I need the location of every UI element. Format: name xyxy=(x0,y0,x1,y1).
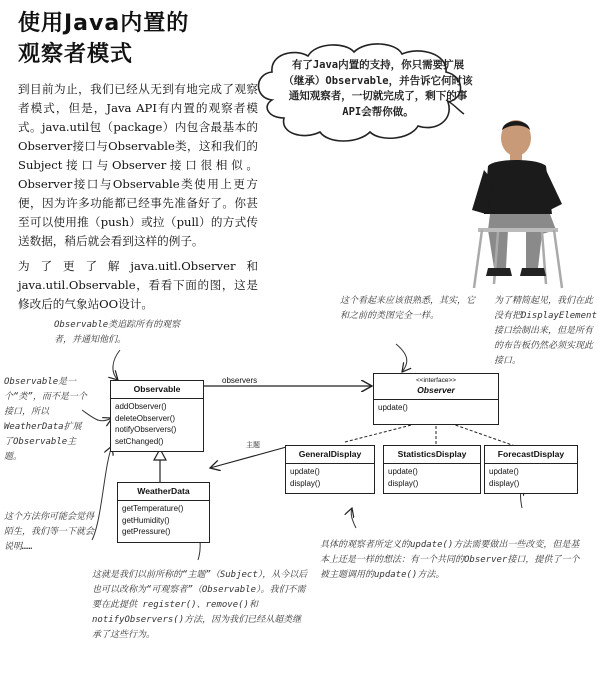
note-method-explained: 这个方法你可能会觉得陌生，我们等一下就会说明…… xyxy=(4,512,95,552)
intro-paragraph: 到目前为止，我们已经从无到有地完成了观察者模式，但是，Java API有内置的观察者模式。java.util包（package）内包含最基本的Observer接口与Observable类，这和我们的Subject接口与Observer接口很相似。Observer接口与Observable类使用上更方便，因为许多功能都已经事先准备好了。你甚至可以使用推（push）或拉（pull）的方式传送数据，稍后就会看到这样的例子。 xyxy=(18,82,258,248)
note-same-as-before: 这个看起来应该很熟悉，其实，它和之前的类图完全一样。 xyxy=(340,296,476,321)
observer-interface-name: Observer xyxy=(417,385,455,395)
note-displayelement: 为了精简起见，我们在此没有把DisplayElement接口绘制出来，但是所有的布告板仍然必须实现此接口。 xyxy=(494,296,597,366)
forecastdisplay-class-box xyxy=(484,445,578,494)
note-update-method: 具体的观察者所定义的update()方法需要做出一些改变，但是基本上还是一样的想法：有一个共同的Observer接口，提供了一个被主题调用的update()方法。 xyxy=(320,540,580,580)
diagram-intro-paragraph: 为了更了解java.uitl.Observer和java.util.Observable，看看下面的图，这是修改后的气象站OO设计。 xyxy=(18,259,258,311)
observable-methods xyxy=(111,399,203,451)
method-item: update() xyxy=(290,467,320,476)
observer-interface-box xyxy=(373,373,499,425)
observable-class-box xyxy=(110,380,204,452)
statisticsdisplay-class-box xyxy=(383,445,481,494)
observer-methods xyxy=(374,400,498,424)
statisticsdisplay-methods xyxy=(384,464,480,493)
speech-bubble-text: 有了Java内置的支持，你只需要扩展（继承）Observable，并告诉它何时该通知观察者，一切就完成了，剩下的事API会帮你做。 xyxy=(283,59,473,118)
method-item: setChanged() xyxy=(115,436,164,446)
note-observable-is-class: Observable是一个“类”，而不是一个接口，所以WeatherData扩展了Observable主题。 xyxy=(4,377,87,462)
method-item: display() xyxy=(489,478,520,488)
observers-association-label: observers xyxy=(222,376,258,385)
method-item: update() xyxy=(378,403,408,412)
weatherdata-class-box xyxy=(117,482,210,543)
weatherdata-class-name: WeatherData xyxy=(118,483,209,501)
forecastdisplay-class-name: ForecastDisplay xyxy=(485,446,577,464)
method-item: getPressure() xyxy=(122,527,171,536)
method-item: update() xyxy=(388,467,418,476)
method-item: getHumidity() xyxy=(122,515,170,525)
method-item: display() xyxy=(290,478,321,488)
generaldisplay-class-name: GeneralDisplay xyxy=(286,446,374,464)
subject-association-label: 主题 xyxy=(246,441,260,449)
method-item: deleteObserver() xyxy=(115,413,176,423)
weatherdata-methods xyxy=(118,501,209,542)
forecastdisplay-methods xyxy=(485,464,577,493)
method-item: display() xyxy=(388,478,419,488)
observer-interface-header xyxy=(374,374,498,400)
title-line-2: 观察者模式 xyxy=(18,42,134,67)
title-line-1: 使用Java内置的 xyxy=(18,11,190,36)
interface-stereotype: <<interface>> xyxy=(415,377,457,384)
note-observable-tracks: Observable类追踪所有的观察者，并通知他们。 xyxy=(54,320,181,345)
method-item: notifyObservers() xyxy=(115,425,177,434)
statisticsdisplay-class-name: StatisticsDisplay xyxy=(384,446,480,464)
method-item: addObserver() xyxy=(115,402,167,411)
note-subject: 这就是我们以前所称的“主题”（Subject），从今以后也可以改称为“可观察者”（Observable）。我们不需要在此提供 register()、remove()和notifyObservers()方法，因为我们已经从超类继承了这些行为。 xyxy=(92,570,308,640)
observable-class-name: Observable xyxy=(111,381,203,399)
method-item: update() xyxy=(489,467,519,476)
generaldisplay-class-box xyxy=(285,445,375,494)
method-item: getTemperature() xyxy=(122,504,184,513)
generaldisplay-methods xyxy=(286,464,374,493)
